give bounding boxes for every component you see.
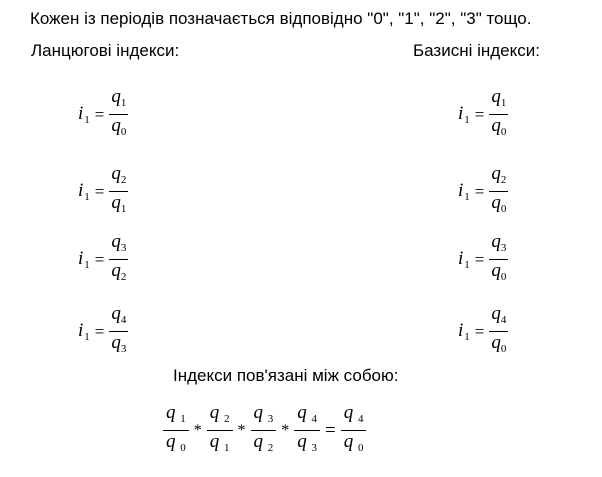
multiply-operator: *: [281, 421, 290, 439]
chain-indices-heading: Ланцюгові індекси:: [31, 41, 180, 60]
equals-operator: =: [325, 419, 336, 441]
equals-sign: =: [94, 321, 105, 341]
equals-sign: =: [94, 104, 105, 124]
relation-formula: [163, 402, 366, 459]
base-formula: [458, 163, 508, 220]
formula-lhs: $i_1$: [458, 248, 470, 271]
equals-sign: =: [474, 321, 485, 341]
equals-sign: =: [474, 181, 485, 201]
base-indices-heading: Базисні індекси:: [413, 41, 540, 60]
chain-formula: [78, 86, 128, 143]
fraction: $\frac{q_3}{q_2}$: [111, 231, 127, 283]
equals-sign: =: [474, 104, 485, 124]
equals-sign: =: [94, 181, 105, 201]
relation-factor: $\frac{q _3}{q _2}$: [251, 402, 277, 459]
formula-lhs: $i_1$: [78, 320, 90, 343]
fraction: $\frac{q_3}{q_0}$: [491, 231, 507, 283]
fraction: $\frac{q_4}{q_0}$: [491, 303, 507, 355]
chain-formula: [78, 231, 128, 288]
intro-text: Кожен із періодів позначається відповідно "0", "1", "2", "3" тощо.: [30, 9, 532, 28]
fraction: $\frac{q_4}{q_3}$: [111, 303, 127, 355]
chain-formula: [78, 303, 128, 360]
multiply-operator: *: [193, 421, 202, 439]
relation-factor: $\frac{q _1}{q _0}$: [163, 402, 189, 459]
formula-lhs: $i_1$: [78, 248, 90, 271]
relation-factor: $\frac{q _2}{q _1}$: [207, 402, 233, 459]
formula-lhs: $i_1$: [78, 180, 90, 203]
multiply-operator: *: [237, 421, 246, 439]
formula-lhs: $i_1$: [458, 180, 470, 203]
equals-sign: =: [474, 249, 485, 269]
formula-lhs: $i_1$: [458, 320, 470, 343]
equals-sign: =: [94, 249, 105, 269]
chain-formula: [78, 163, 128, 220]
base-formula: [458, 231, 508, 288]
relation-factor: $\frac{q _4}{q _3}$: [294, 402, 320, 459]
formula-lhs: $i_1$: [78, 103, 90, 126]
base-formula: [458, 86, 508, 143]
relation-result: $\frac{q _4}{q _0}$: [341, 402, 367, 459]
fraction: $\frac{q_1}{q_0}$: [491, 86, 507, 138]
base-formula: [458, 303, 508, 360]
fraction: $\frac{q_1}{q_0}$: [111, 86, 127, 138]
fraction: $\frac{q_2}{q_1}$: [111, 163, 127, 215]
fraction: $\frac{q_2}{q_0}$: [491, 163, 507, 215]
formula-lhs: $i_1$: [458, 103, 470, 126]
relation-heading: Індекси пов'язані між собою:: [173, 366, 399, 385]
